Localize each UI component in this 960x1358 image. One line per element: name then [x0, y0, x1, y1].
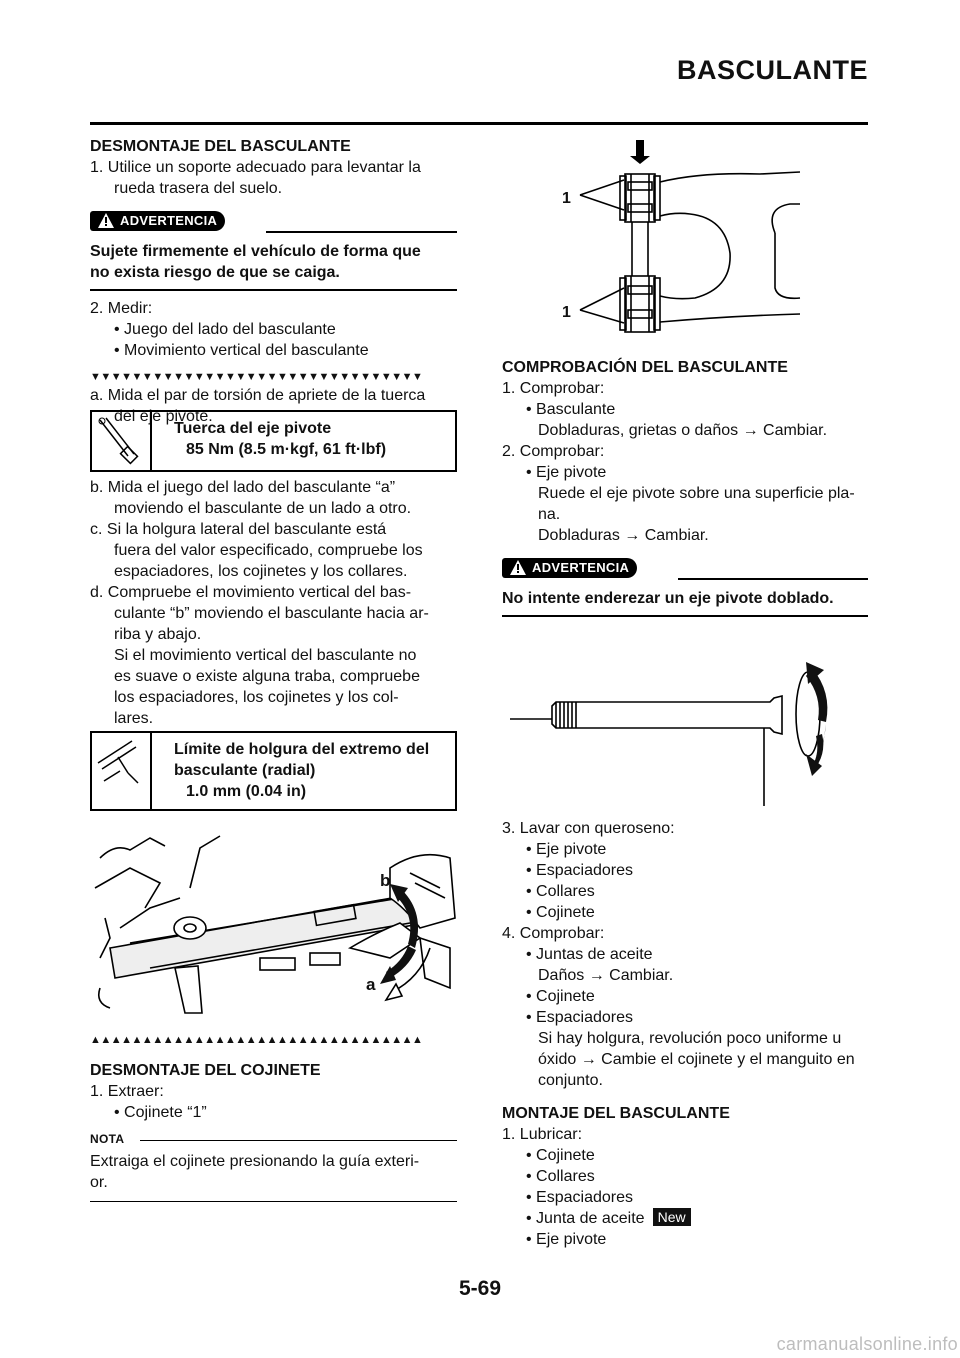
swingarm-bearing-illustration — [500, 138, 868, 348]
sub-d-line-7: lares. — [114, 710, 154, 727]
s4-bullet-2: • Collares — [526, 1168, 595, 1185]
caliper-icon — [92, 733, 152, 809]
s2-step-1: 1. Extraer: — [90, 1083, 164, 1100]
warning-header-2 — [502, 554, 868, 582]
section-title-montaje: MONTAJE DEL BASCULANTE — [502, 1105, 730, 1122]
step-2: 2. Medir: — [90, 300, 153, 317]
s3-step-2-bullet: • Eje pivote — [526, 464, 607, 481]
s4-bullet-1: • Cojinete — [526, 1147, 595, 1164]
s4-step-1: 1. Lubricar: — [502, 1126, 583, 1143]
nota-text-line-2: or. — [90, 1174, 108, 1191]
warning-badge — [90, 211, 225, 231]
warning-2-bottom-line — [502, 615, 868, 617]
spec-box-limit — [90, 731, 457, 811]
sub-d-line-2: culante “b” moviendo el basculante hacia ar- — [114, 605, 429, 622]
sub-d-line-1: d. Compruebe el movimiento vertical del bas- — [90, 584, 412, 601]
sub-c-line-2: fuera del valor especificado, compruebe los — [114, 542, 423, 559]
swingarm-play-figure — [90, 828, 457, 1020]
nota-label: NOTA — [90, 1132, 125, 1146]
s4-bullet-3: • Espaciadores — [526, 1189, 633, 1206]
sub-d-line-6: los espaciadores, los cojinetes y los col- — [114, 689, 399, 706]
s3-step-3-bullet-1: • Eje pivote — [526, 841, 607, 858]
s4-bullet-4: • Junta de aceite — [526, 1210, 645, 1227]
sub-d-line-4: Si el movimiento vertical del basculante no — [114, 647, 417, 664]
right-column — [502, 357, 868, 617]
warning-text-line-2: no exista riesgo de que se caiga. — [90, 264, 340, 281]
warning-2-top-line — [678, 578, 868, 580]
left-column — [90, 136, 457, 427]
sub-b-line-1: b. Mida el juego del lado del basculante “a” — [90, 479, 396, 496]
spec-1-value: 85 Nm (8.5 m·kgf, 61 ft·lbf) — [186, 441, 387, 458]
s3-step-3: 3. Lavar con queroseno: — [502, 820, 675, 837]
s4-bullet-4-row — [502, 1208, 868, 1229]
s3-step-2-text-2: na. — [538, 506, 561, 523]
nota-text-line-1: Extraiga el cojinete presionando la guía exteri- — [90, 1153, 420, 1170]
warning-label-2: ADVERTENCIA — [532, 560, 630, 575]
new-part-badge: New — [653, 1208, 691, 1226]
s3-step-3-bullet-4: • Cojinete — [526, 904, 595, 921]
nota-top-line — [140, 1140, 457, 1141]
figure-label-a: a — [366, 975, 376, 994]
spec-box-torque — [90, 410, 457, 472]
step-1-line-2: rueda trasera del suelo. — [114, 180, 283, 197]
s2-step-1-bullet: • Cojinete “1” — [114, 1104, 207, 1121]
procedure-end-marker: ▲▲▲▲▲▲▲▲▲▲▲▲▲▲▲▲▲▲▲▲▲▲▲▲▲▲▲▲▲▲▲▲ — [90, 1034, 423, 1046]
figure-label-1-top: 1 — [562, 190, 571, 207]
swingarm-illustration — [90, 828, 457, 1020]
s3-step-2: 2. Comprobar: — [502, 443, 605, 460]
s3-step-1: 1. Comprobar: — [502, 380, 605, 397]
sub-d-line-3: riba y abajo. — [114, 626, 202, 643]
warning-label: ADVERTENCIA — [120, 213, 218, 228]
left-column-mid — [90, 477, 457, 729]
figure-label-1-bottom: 1 — [562, 304, 571, 321]
sub-d-line-5: es suave o existe alguna traba, compruebe — [114, 668, 420, 685]
s3-step-1-bullet: • Basculante — [526, 401, 616, 418]
s3-step-2-text-1: Ruede el eje pivote sobre una superficie pla- — [538, 485, 855, 502]
s3-step-4-text-3: óxido → Cambie el cojinete y el manguito en — [538, 1051, 855, 1068]
page-header-title: BASCULANTE — [677, 55, 868, 85]
warning-icon — [98, 213, 114, 228]
section-title-comprobacion: COMPROBACIÓN DEL BASCULANTE — [502, 359, 788, 376]
spec-2-label-1: Límite de holgura del extremo del — [174, 741, 430, 758]
step-1-line-1: 1. Utilice un soporte adecuado para levantar la — [90, 159, 421, 176]
step-2-bullet-1: • Juego del lado del basculante — [114, 321, 336, 338]
section-title-desmontaje-basculante: DESMONTAJE DEL BASCULANTE — [90, 138, 351, 155]
s3-step-4-bullet-1: • Juntas de aceite — [526, 946, 653, 963]
warning-text-line-1: Sujete firmemente el vehículo de forma que — [90, 243, 421, 260]
s3-step-3-bullet-2: • Espaciadores — [526, 862, 633, 879]
watermark: carmanualsonline.info — [776, 1334, 958, 1354]
nota-bottom-line — [90, 1201, 457, 1202]
spec-2-value: 1.0 mm (0.04 in) — [186, 783, 307, 800]
nota-header — [90, 1125, 457, 1147]
warning-top-line — [266, 231, 457, 233]
spec-2-label-2: basculante (radial) — [174, 762, 316, 779]
bearing-figure — [500, 138, 868, 348]
left-column-bottom — [90, 1034, 457, 1202]
s3-step-1-result: Dobladuras, grietas o daños → Cambiar. — [538, 422, 828, 439]
s3-step-4-bullet-2: • Cojinete — [526, 988, 595, 1005]
s3-step-2-text-3: Dobladuras → Cambiar. — [538, 527, 709, 544]
sub-a-line-1: a. Mida el par de torsión de apriete de la tuerca — [90, 387, 426, 404]
s3-step-4-result-1: Daños → Cambiar. — [538, 967, 674, 984]
section-title-desmontaje-cojinete: DESMONTAJE DEL COJINETE — [90, 1062, 321, 1079]
page-number: 5-69 — [458, 1277, 502, 1300]
s3-step-4-bullet-3: • Espaciadores — [526, 1009, 633, 1026]
s3-step-3-bullet-3: • Collares — [526, 883, 595, 900]
figure-label-b: b — [380, 871, 391, 890]
procedure-start-marker: ▼▼▼▼▼▼▼▼▼▼▼▼▼▼▼▼▼▼▼▼▼▼▼▼▼▼▼▼▼▼▼▼ — [90, 371, 423, 383]
spec-2-text — [174, 739, 429, 802]
header-rule — [90, 122, 868, 125]
s3-step-4: 4. Comprobar: — [502, 925, 605, 942]
sub-c-line-1: c. Si la holgura lateral del basculante está — [90, 521, 387, 538]
sub-a-line-2: del eje pivote. — [114, 408, 213, 425]
step-2-bullet-2: • Movimiento vertical del basculante — [114, 342, 369, 359]
s3-step-4-text-2: Si hay holgura, revolución poco uniforme u — [538, 1030, 842, 1047]
s4-bullet-5: • Eje pivote — [526, 1231, 607, 1248]
warning-bottom-line — [90, 289, 457, 291]
pivot-shaft-figure — [500, 662, 868, 808]
warning-2-text: No intente enderezar un eje pivote doblado. — [502, 590, 834, 607]
sub-c-line-3: espaciadores, los cojinetes y los collares. — [114, 563, 408, 580]
spec-1-label: Tuerca del eje pivote — [174, 420, 332, 437]
warning-badge-2 — [502, 558, 637, 578]
torque-wrench-icon — [92, 412, 152, 470]
warning-icon — [510, 560, 526, 575]
spec-1-text — [174, 418, 386, 460]
pivot-shaft-illustration — [500, 662, 868, 808]
warning-header — [90, 207, 457, 235]
right-column-bottom — [502, 818, 868, 1250]
sub-b-line-2: moviendo el basculante de un lado a otro. — [114, 500, 412, 517]
s3-step-4-text-4: conjunto. — [538, 1072, 603, 1089]
